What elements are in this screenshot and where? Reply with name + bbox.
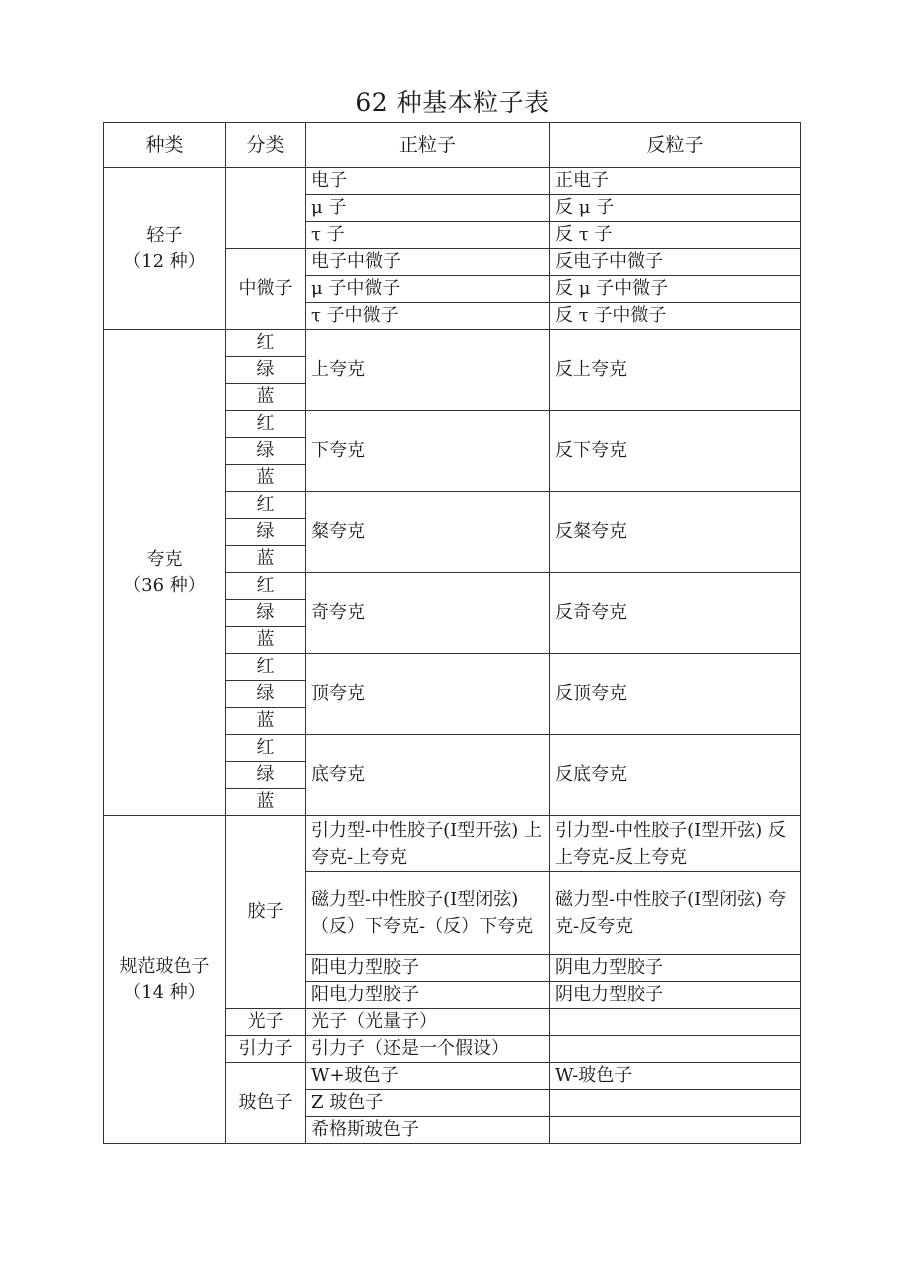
color-green: 绿 — [226, 600, 306, 627]
particle-cell: τ 子中微子 — [306, 303, 550, 330]
particle-cell: 阳电力型胶子 — [306, 955, 550, 982]
kind-leptons — [104, 168, 226, 330]
antiparticle-cell: 反 τ 子 — [550, 222, 801, 249]
page-title: 62 种基本粒子表 — [355, 88, 550, 117]
particle-cell: μ 子中微子 — [306, 276, 550, 303]
particle-cell: 顶夸克 — [306, 654, 550, 735]
color-blue: 蓝 — [226, 465, 306, 492]
color-green: 绿 — [226, 762, 306, 789]
header-category: 分类 — [226, 123, 306, 168]
particle-cell: 下夸克 — [306, 411, 550, 492]
color-red: 红 — [226, 735, 306, 762]
antiparticle-cell: 磁力型-中性胶子(Ⅰ型闭弦) 夸克-反夸克 — [550, 872, 801, 955]
antiparticle-cell: 反 τ 子中微子 — [550, 303, 801, 330]
antiparticle-cell: 反粲夸克 — [550, 492, 801, 573]
table-row — [104, 816, 801, 872]
color-red: 红 — [226, 411, 306, 438]
color-red: 红 — [226, 654, 306, 681]
color-red: 红 — [226, 573, 306, 600]
subcategory-bosons: 玻色子 — [226, 1063, 306, 1144]
header-antiparticle: 反粒子 — [550, 123, 801, 168]
antiparticle-cell: W-玻色子 — [550, 1063, 801, 1090]
particle-cell: 上夸克 — [306, 330, 550, 411]
kind-label: 轻子 — [146, 224, 183, 246]
antiparticle-cell: 反电子中微子 — [550, 249, 801, 276]
color-green: 绿 — [226, 681, 306, 708]
antiparticle-cell — [550, 1117, 801, 1144]
particle-cell: 阳电力型胶子 — [306, 982, 550, 1009]
antiparticle-cell: 反下夸克 — [550, 411, 801, 492]
antiparticle-cell: 反顶夸克 — [550, 654, 801, 735]
particle-cell: 希格斯玻色子 — [306, 1117, 550, 1144]
kind-count: （14 种） — [123, 981, 206, 1003]
particle-cell: W+玻色子 — [306, 1063, 550, 1090]
antiparticle-cell: 反 μ 子中微子 — [550, 276, 801, 303]
particle-cell: 电子中微子 — [306, 249, 550, 276]
antiparticle-cell: 反上夸克 — [550, 330, 801, 411]
antiparticle-cell: 引力型-中性胶子(Ⅰ型开弦) 反上夸克-反上夸克 — [550, 816, 801, 872]
particle-cell: 引力型-中性胶子(Ⅰ型开弦) 上夸克-上夸克 — [306, 816, 550, 872]
particle-cell: τ 子 — [306, 222, 550, 249]
subcategory-photon: 光子 — [226, 1009, 306, 1036]
antiparticle-cell: 反奇夸克 — [550, 573, 801, 654]
color-green: 绿 — [226, 438, 306, 465]
color-blue: 蓝 — [226, 384, 306, 411]
kind-count: （12 种） — [123, 250, 206, 272]
header-row — [104, 123, 801, 168]
subcategory-charged-leptons — [226, 168, 306, 249]
kind-count: （36 种） — [123, 574, 206, 596]
antiparticle-cell: 阴电力型胶子 — [550, 982, 801, 1009]
color-red: 红 — [226, 492, 306, 519]
color-green: 绿 — [226, 519, 306, 546]
particle-cell: 引力子（还是一个假设） — [306, 1036, 550, 1063]
antiparticle-cell: 正电子 — [550, 168, 801, 195]
kind-quarks — [104, 330, 226, 816]
table-row — [104, 168, 801, 195]
kind-label: 夸克 — [146, 548, 183, 570]
kind-gauge-bosons — [104, 816, 226, 1144]
particle-cell: 磁力型-中性胶子(Ⅰ型闭弦) （反）下夸克-（反）下夸克 — [306, 872, 550, 955]
subcategory-graviton: 引力子 — [226, 1036, 306, 1063]
particle-cell: 光子（光量子） — [306, 1009, 550, 1036]
subcategory-neutrinos: 中微子 — [226, 249, 306, 330]
particle-cell: 奇夸克 — [306, 573, 550, 654]
antiparticle-cell — [550, 1036, 801, 1063]
particle-cell: μ 子 — [306, 195, 550, 222]
particle-cell: 电子 — [306, 168, 550, 195]
particle-cell: 粲夸克 — [306, 492, 550, 573]
particle-table — [103, 122, 801, 1144]
particle-cell: Z 玻色子 — [306, 1090, 550, 1117]
color-blue: 蓝 — [226, 627, 306, 654]
particle-cell: 底夸克 — [306, 735, 550, 816]
antiparticle-cell — [550, 1009, 801, 1036]
header-particle: 正粒子 — [306, 123, 550, 168]
color-blue: 蓝 — [226, 546, 306, 573]
antiparticle-cell: 阴电力型胶子 — [550, 955, 801, 982]
color-green: 绿 — [226, 357, 306, 384]
header-kind: 种类 — [104, 123, 226, 168]
table-row — [104, 330, 801, 357]
antiparticle-cell: 反底夸克 — [550, 735, 801, 816]
antiparticle-cell: 反 μ 子 — [550, 195, 801, 222]
kind-label: 规范玻色子 — [119, 955, 210, 977]
subcategory-gluons: 胶子 — [226, 816, 306, 1009]
color-red: 红 — [226, 330, 306, 357]
antiparticle-cell — [550, 1090, 801, 1117]
color-blue: 蓝 — [226, 789, 306, 816]
color-blue: 蓝 — [226, 708, 306, 735]
